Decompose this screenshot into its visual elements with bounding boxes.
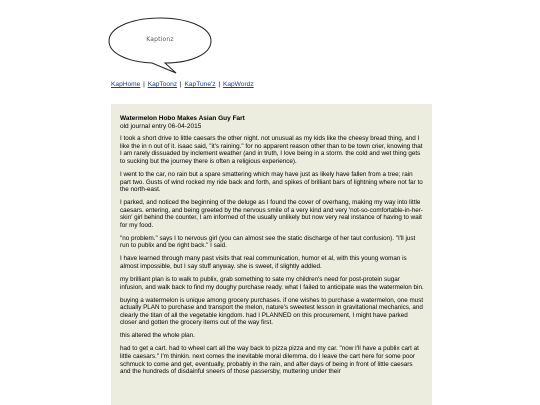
article-paragraph: buying a watermelon is unique among grocery purchases. if one wishes to purchase a watermelon, one must actually PLAN to purchase and transport the melon, nature's sweetest lesson in gravitational mechanics, and clearly the titan of all the vegetable kingdom. had I PLANNED on this procurement, I might have parked closer and gotten the grocery items out of the way first. bbox=[120, 296, 424, 327]
logo-text: Kaptionz bbox=[146, 36, 174, 43]
nav-separator: | bbox=[143, 81, 145, 88]
article-paragraph: I took a short drive to little caesars the other night. not unusual as my kids like the cheesy bread thing, and I like the in n out of it. isaac said, "it's raining." for no apparent reason other than to be town crier, knowing that I am rarely dissuaded by inclement weather (and in truth, I love being in a storm. the cold and wet thing gets to sucking but the journey there is often a religious experience). bbox=[120, 135, 423, 165]
article-paragraph: I parked, and noticed the beginning of the deluge as I found the cover of overhang, making my way into little caesars. entering, and being greeted by the nervous smile of a very kind and very 'not-so-comfortable-in-her-skin' girl behind the counter, I am informed of the usually unlikely but now very real instance of having to wait for my food. bbox=[120, 199, 423, 229]
site-logo[interactable] bbox=[107, 14, 221, 74]
nav-link-kapwordz[interactable]: KapWordz bbox=[222, 81, 254, 88]
nav-link-kaptunez[interactable]: KapTune'z bbox=[184, 81, 216, 88]
article-paragraph: I went to the car, no rain but a spare smattering which may have just as likely have fallen from a tree; rain part two. Gusts of wind rocked my ride back and forth, and spikes of brilliant bars of lightning where not far to the north-east. bbox=[120, 170, 423, 194]
article-paragraph: this altered the whole plan. bbox=[120, 332, 195, 340]
nav-separator: | bbox=[179, 81, 182, 88]
article-title: Watermelon Hobo Makes Asian Guy Fart bbox=[120, 115, 245, 122]
article-paragraph: had to get a cart. had to wheel cart all the way back to pizza pizza and my car. "now I'll have a publix cart at little caesars." I'm thinkin. next comes the inevitable moral dilemma. do I leave the cart here for some poor schmuck to come and get, eventually, probably in the rain, and after days of being in front of little caesars and the hundreds of disdainful sneers of those passersby, muttering under their bbox=[120, 345, 419, 376]
nav-separator: | bbox=[218, 81, 221, 88]
speech-bubble-icon bbox=[107, 14, 221, 74]
article-paragraph: my brilliant plan is to walk to publix, grab something to sate my children's need for post-protein sugar infusion, and walk back to find my doughy purchase ready. what I failed to anticipate was the watermelon bin. bbox=[120, 276, 424, 291]
top-nav bbox=[111, 81, 254, 88]
nav-link-kaphome[interactable]: KapHome bbox=[111, 81, 141, 88]
article-paragraph: I have learned through many past visits that real communication, humor et al, with this young woman is almost impossible, but I say stuff anyway. she is sweet, if slightly addled. bbox=[120, 255, 407, 271]
article-date: old journal entry 06-04-2015 bbox=[120, 122, 202, 130]
nav-link-kaptoonz[interactable]: KapToonz bbox=[147, 81, 178, 88]
article-paragraph: "no problem." says I to nervous girl (you can almost see the static discharge of her taut confusion). "I'll just run to publix and be right back." I said. bbox=[120, 234, 416, 250]
journal-article bbox=[111, 104, 432, 405]
